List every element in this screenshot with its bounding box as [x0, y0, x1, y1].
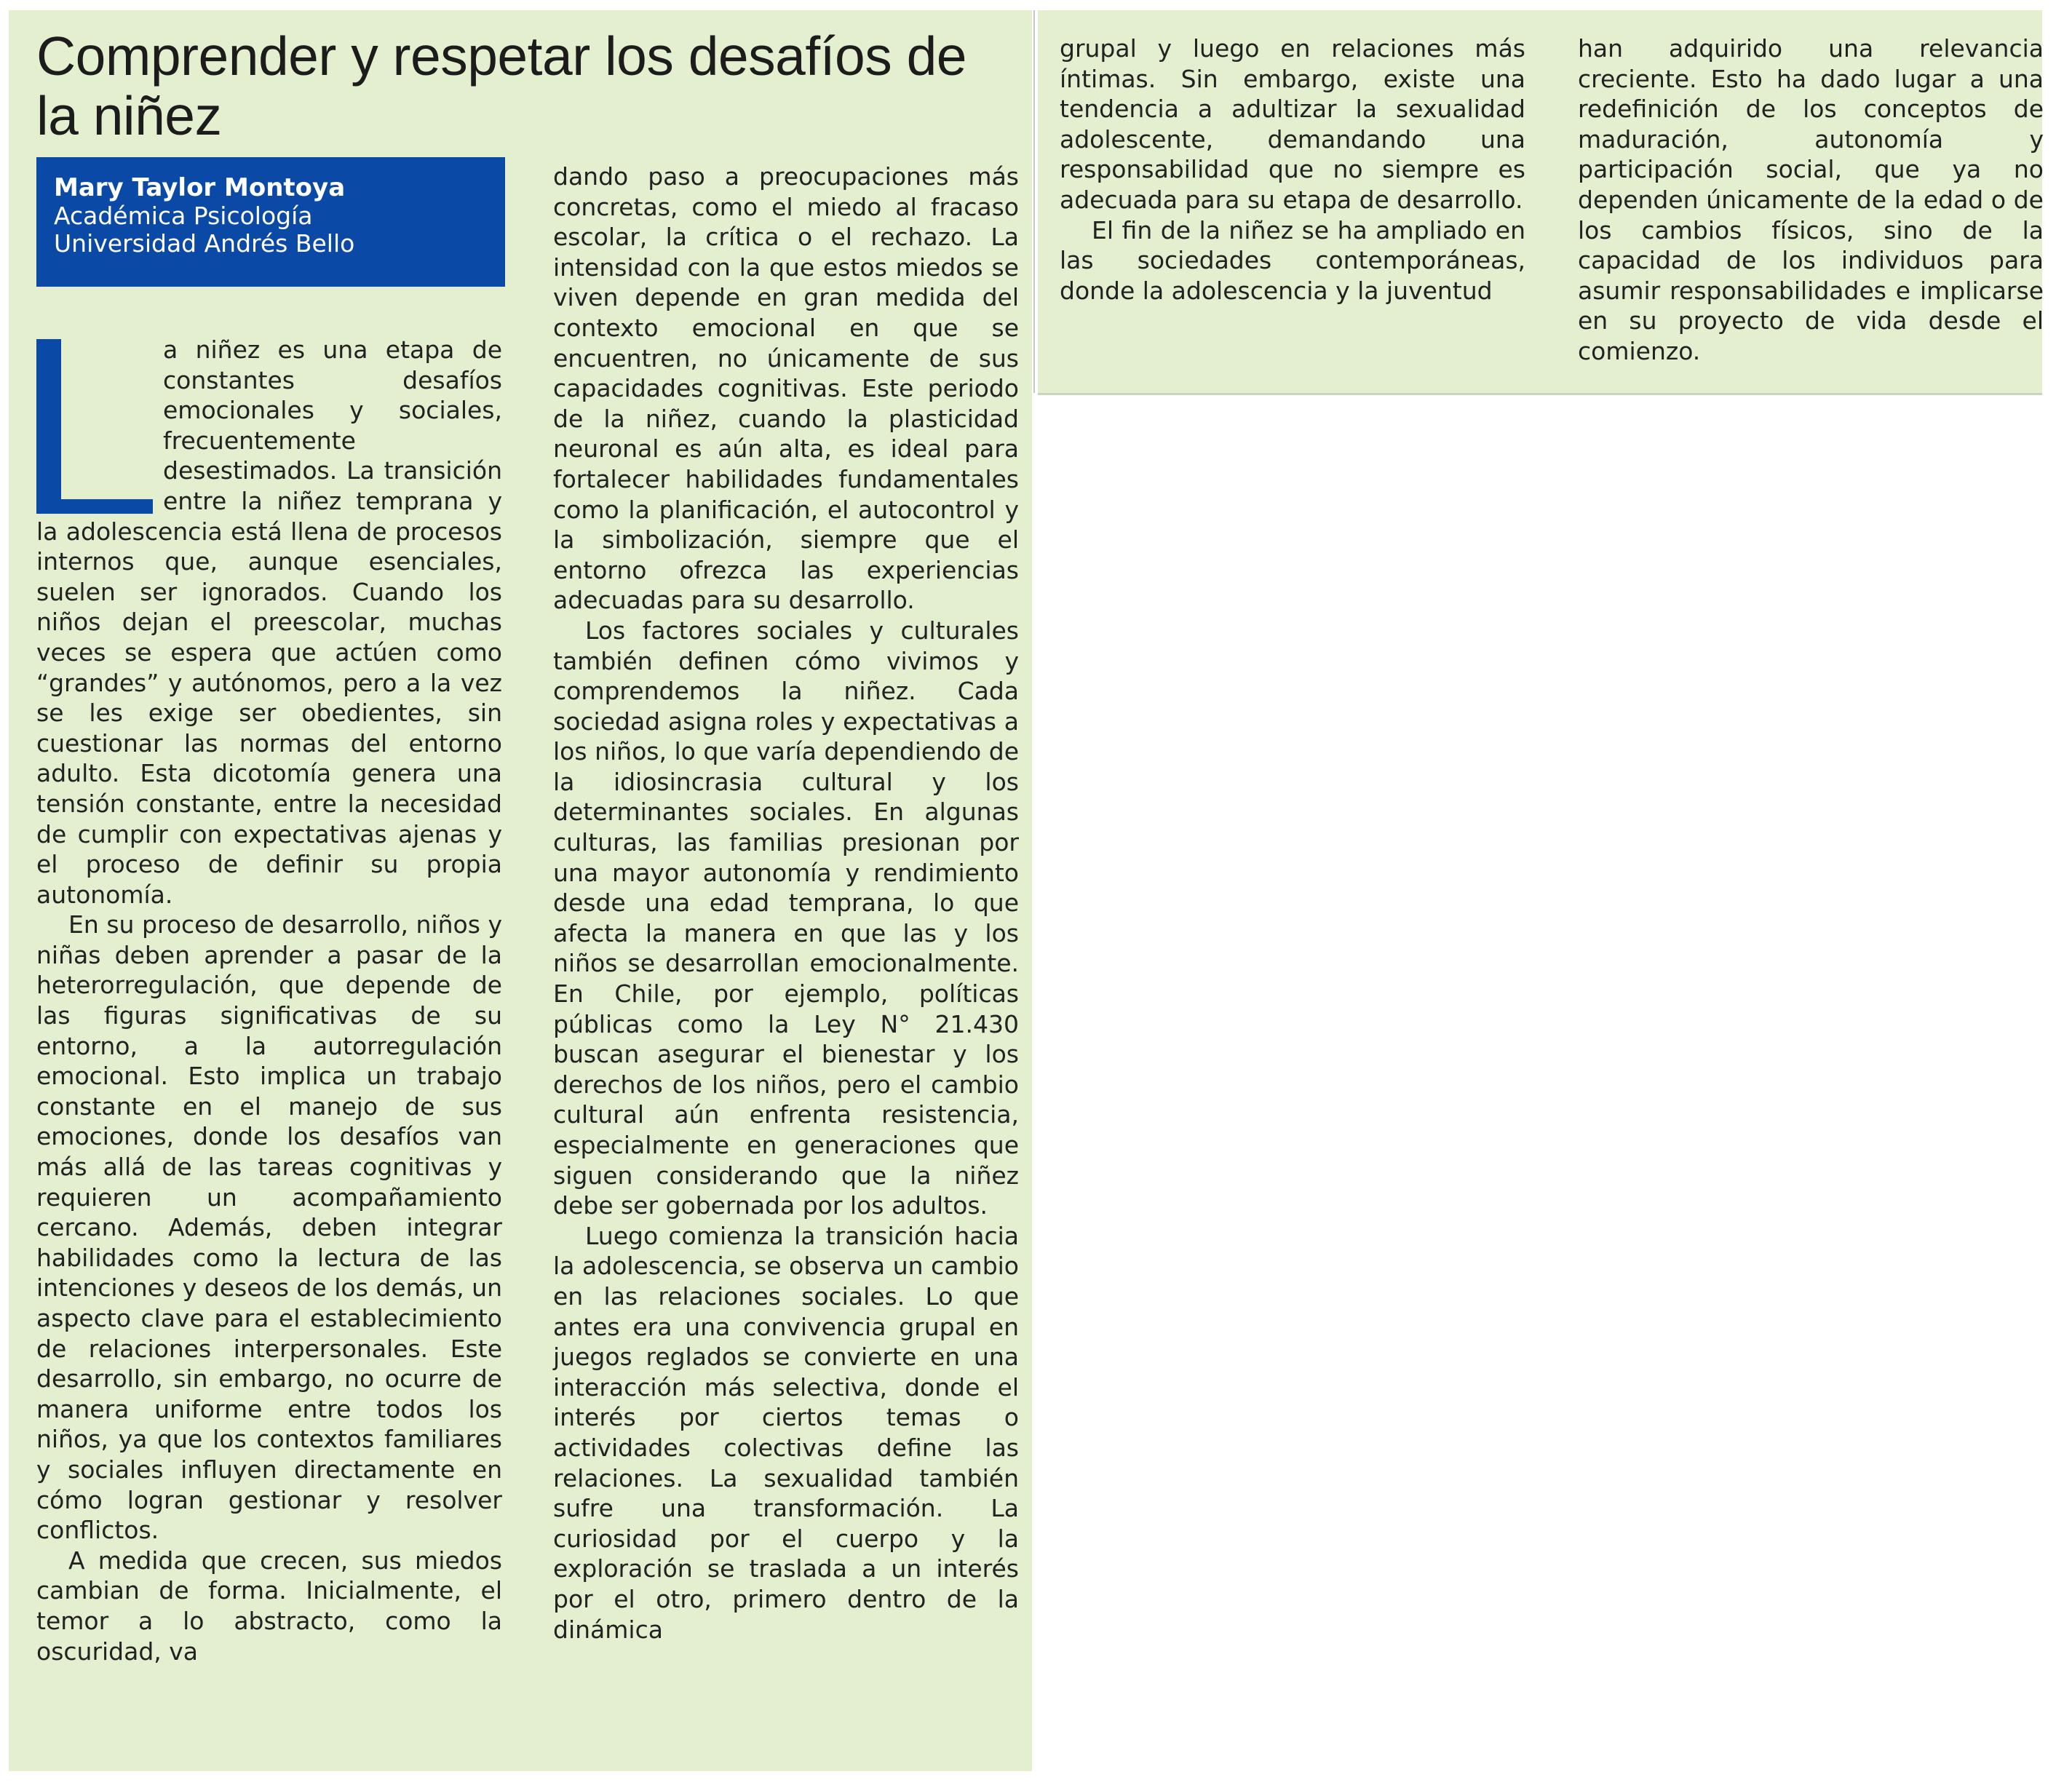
author-role: Académica Psicología [54, 202, 313, 230]
paragraph-1-text: a niñez es una etapa de constantes desafíos emocionales y sociales, frecuentemente desestimados. La transición entre la niñez temprana y la adolescencia está llena de procesos internos que, aunque esenciales, suelen ser ignorados. Cuando los niños dejan el preescolar, muchas veces se espera que actúen como “grandes” y autónomos, pero a la vez se les exige ser obedientes, sin cuestionar las normas del entorno adulto. Esta dicotomía genera una tensión constante, entre la necesidad de cumplir con expectativas ajenas y el proceso de definir su propia autonomía. [36, 335, 502, 909]
paragraph-2: En su proceso de desarrollo, niños y niñas deben aprender a pasar de la heterorregulación, que depende de las figuras significativas de su entorno, a la autorregulación emocional. Esto implica un trabajo constante en el manejo de sus emociones, donde los desafíos van más allá de las tareas cognitivas y requieren un acompañamiento cercano. Además, deben integrar habilidades como la lectura de las intenciones y deseos de los demás, un aspecto clave para el establecimiento de relaciones interpersonales. Este desarrollo, sin embargo, no ocurre de manera uniforme entre todos los niños, ya que los contextos familiares y sociales influyen directamente en cómo logran gestionar y resolver conflictos. [36, 910, 502, 1545]
paragraph-6-continued: han adquirido una relevancia creciente. Esto ha dado lugar a una redefinición de los conceptos de maduración, autonomía y participación social, que ya no dependen únicamente de la edad o de los cambios físicos, sino de la capacidad de los individuos para asumir responsabilidades e implicarse en su proyecto de vida desde el comienzo. [1578, 34, 2044, 365]
text-column-3 [1060, 33, 1525, 306]
author-institution: Universidad Andrés Bello [54, 229, 355, 258]
author-name: Mary Taylor Montoya [54, 173, 346, 202]
paragraph-4: Los factores sociales y culturales también definen cómo vivimos y comprendemos la niñez. Cada sociedad asigna roles y expectativas a los niños, lo que varía dependiendo de la idiosincrasia cultural y los determinantes sociales. En algunas culturas, las familias presionan por una mayor autonomía y rendimiento desde una edad temprana, lo que afecta la manera en que las y los niños se desarrollan emocionalmente. En Chile, por ejemplo, políticas públicas como la Ley N° 21.430 buscan asegurar el bienestar y los derechos de los niños, pero el cambio cultural aún enfrenta resistencia, especialmente en generaciones que siguen considerando que la niñez debe ser gobernada por los adultos. [553, 616, 1019, 1220]
text-column-1 [36, 335, 502, 1666]
drop-cap [36, 339, 153, 514]
column-divider [1033, 10, 1035, 393]
paragraph-3: A medida que crecen, sus miedos cambian de forma. Inicialmente, el temor a lo abstracto, como la oscuridad, va [36, 1546, 502, 1666]
paragraph-5: Luego comienza la transición hacia la adolescencia, se observa un cambio en las relaciones sociales. Lo que antes era una convivencia grupal en juegos reglados se convierte en una interacción más selectiva, donde el interés por ciertos temas o actividades colectivas define las relaciones. La sexualidad también sufre una transformación. La curiosidad por el cuerpo y la exploración se traslada a un interés por el otro, primero dentro de la dinámica [553, 1221, 1019, 1644]
paragraph-5-continued: grupal y luego en relaciones más íntimas. Sin embargo, existe una tendencia a adultizar la sexualidad adolescente, demandando una responsabilidad que no siempre es adecuada para su etapa de desarrollo. [1060, 34, 1525, 214]
author-box [36, 157, 505, 287]
text-column-4 [1578, 33, 2044, 367]
paragraph-1 [36, 335, 502, 910]
text-column-2 [553, 162, 1019, 1645]
paragraph-3-continued: dando paso a preocupaciones más concretas, como el miedo al fracaso escolar, la crítica o el rechazo. La intensidad con la que estos miedos se viven depende en gran medida del contexto emocional en que se encuentren, no únicamente de sus capacidades cognitivas. Este periodo de la niñez, cuando la plasticidad neuronal es aún alta, es ideal para fortalecer habilidades fundamentales como la planificación, el autocontrol y la simbolización, siempre que el entorno ofrezca las experiencias adecuadas para su desarrollo. [553, 162, 1019, 615]
article-title: Comprender y respetar los desafíos de la niñez [36, 25, 966, 146]
paragraph-6: El fin de la niñez se ha ampliado en las sociedades contemporáneas, donde la adolescencia y la juventud [1060, 215, 1525, 305]
